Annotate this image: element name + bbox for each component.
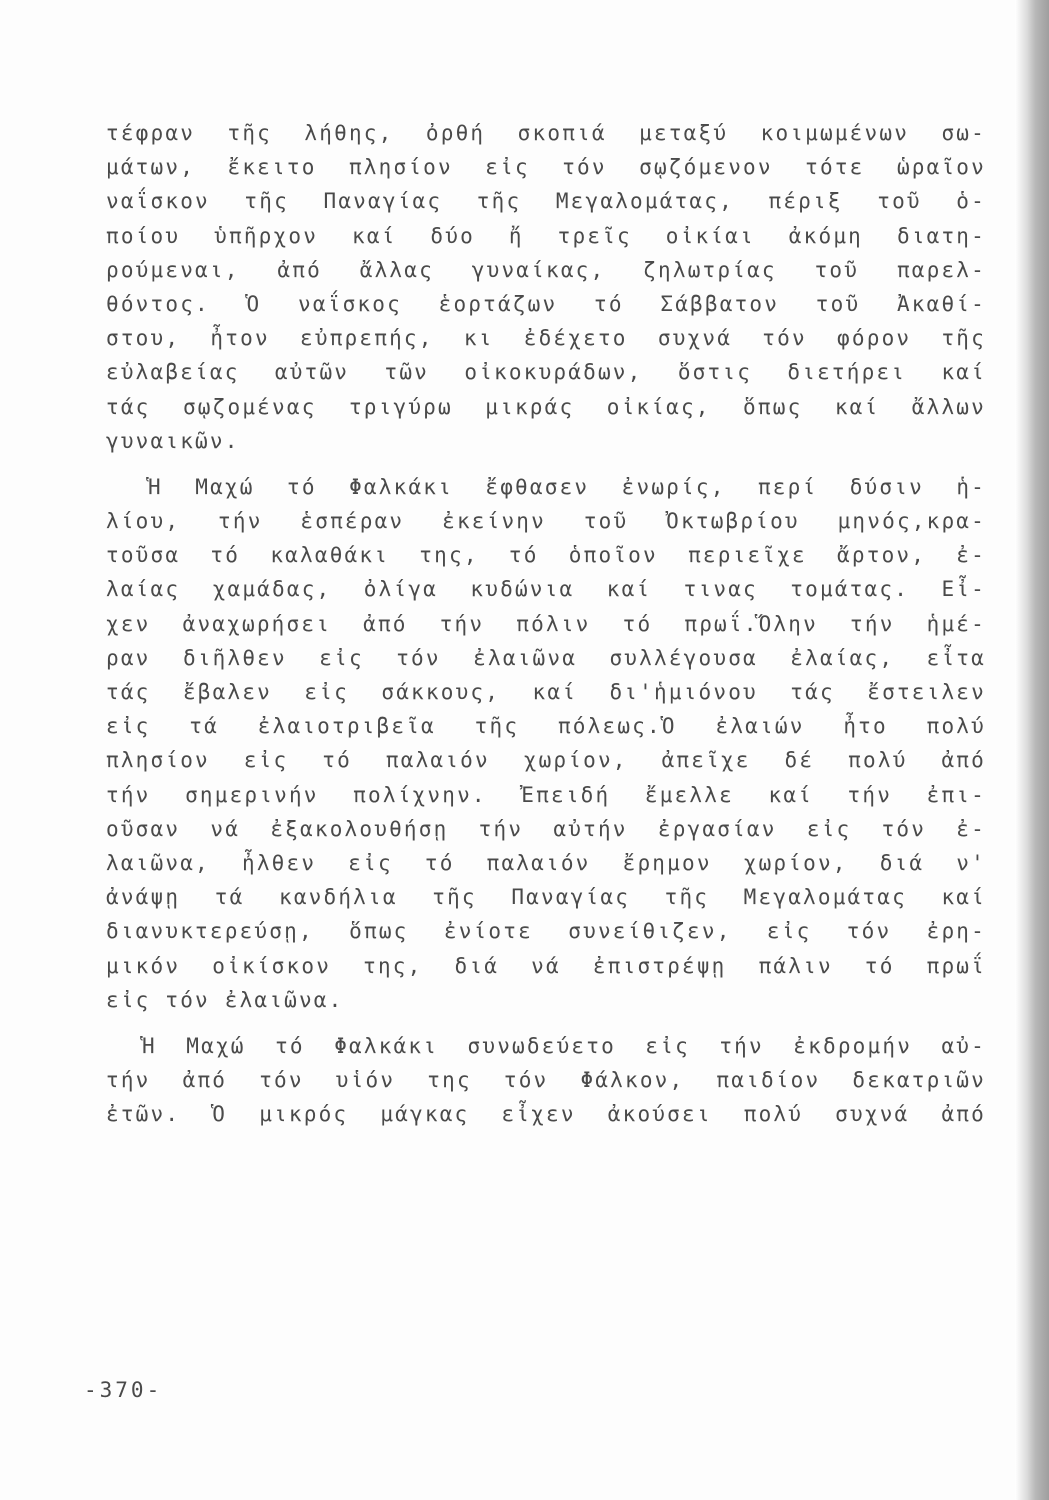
text-line: τοῦσα τό καλαθάκι της, τό ὁποῖον περιεῖχε ἄρτον, ἐ- xyxy=(106,543,986,568)
text-line: χεν ἀναχωρήσει ἀπό τήν πόλιν τό πρωΐ.Ὅλην τήν ἡμέ- xyxy=(106,611,986,636)
text-line: εἰς τόν ἐλαιῶνα. xyxy=(106,987,344,1012)
text-line: τάς ἔβαλεν εἰς σάκκους, καί δι'ἡμιόνου τάς ἔστειλεν xyxy=(106,680,986,704)
text-line: λαίας χαμάδας, ὀλίγα κυδώνια καί τινας τομάτας. Εἶ- xyxy=(106,577,986,602)
text-line: τάς σῳζομένας τριγύρω μικράς οἰκίας, ὅπως καί ἄλλων xyxy=(106,394,986,419)
text-line: εἰς τά ἐλαιοτριβεῖα τῆς πόλεως.Ὁ ἐλαιών ἦτο πολύ xyxy=(106,714,986,739)
body-text xyxy=(106,116,986,1131)
paragraph-gap xyxy=(106,1017,986,1029)
text-line: Ἡ Μαχώ τό Φαλκάκι συνωδεύετο εἰς τήν ἐκδρομήν αὐ- xyxy=(142,1033,986,1058)
text-line: ρούμεναι, ἀπό ἄλλας γυναίκας, ζηλωτρίας τοῦ παρελ- xyxy=(106,257,986,282)
text-line: θόντος. Ὁ ναΐσκος ἑορτάζων τό Σάββατον τοῦ Ἀκαθί- xyxy=(106,291,986,316)
text-line: λαιῶνα, ἦλθεν εἰς τό παλαιόν ἔρημον χωρίον, διά ν' xyxy=(106,850,986,875)
text-line: τέφραν τῆς λήθης, ὀρθή σκοπιά μεταξύ κοιμωμένων σω- xyxy=(106,121,986,145)
text-line: μάτων, ἔκειτο πλησίον εἰς τόν σῳζόμενον τότε ὡραῖον xyxy=(106,155,986,180)
text-line: πλησίον εἰς τό παλαιόν χωρίον, ἀπεῖχε δέ πολύ ἀπό xyxy=(106,748,986,773)
text-line: τήν σημερινήν πολίχνην. Ἐπειδή ἔμελλε καί τήν ἐπι- xyxy=(106,782,986,807)
text-line: ποίου ὑπῆρχον καί δύο ἤ τρεῖς οἰκίαι ἀκόμη διατη- xyxy=(106,223,986,248)
text-line: οῦσαν νά ἐξακολουθήσῃ τήν αὐτήν ἐργασίαν εἰς τόν ἐ- xyxy=(106,816,986,841)
text-line: Ἡ Μαχώ τό Φαλκάκι ἔφθασεν ἐνωρίς, περί δύσιν ἡ- xyxy=(148,474,986,499)
text-line: ραν διῆλθεν εἰς τόν ἐλαιῶνα συλλέγουσα ἐλαίας, εἶτα xyxy=(106,645,986,670)
text-line: ἐτῶν. Ὁ μικρός μάγκας εἶχεν ἀκούσει πολύ συχνά ἀπό xyxy=(106,1102,986,1127)
text-line: διανυκτερεύσῃ, ὅπως ἐνίοτε συνείθιζεν, εἰς τόν ἐρη- xyxy=(106,919,986,944)
page-number: -370- xyxy=(84,1378,163,1402)
text-line: ἀνάψῃ τά κανδήλια τῆς Παναγίας τῆς Μεγαλομάτας καί xyxy=(106,885,986,910)
text-line: ναΐσκον τῆς Παναγίας τῆς Μεγαλομάτας, πέριξ τοῦ ὁ- xyxy=(106,189,986,214)
page-edge-shadow xyxy=(1015,0,1049,1500)
text-line: γυναικῶν. xyxy=(106,428,240,453)
text-line: εὐλαβείας αὐτῶν τῶν οἰκοκυράδων, ὅστις διετήρει καί xyxy=(106,360,986,385)
paragraph-gap xyxy=(106,458,986,470)
text-line: μικόν οἰκίσκον της, διά νά ἐπιστρέψῃ πάλιν τό πρωΐ xyxy=(106,953,986,978)
text-line: λίου, τήν ἑσπέραν ἐκείνην τοῦ Ὀκτωβρίου μηνός,κρα- xyxy=(106,509,986,534)
text-line: τήν ἀπό τόν υἱόν της τόν Φάλκον, παιδίον δεκατριῶν xyxy=(106,1068,986,1093)
text-line: στου, ἦτον εὐπρεπής, κι ἐδέχετο συχνά τόν φόρον τῆς xyxy=(106,326,986,351)
